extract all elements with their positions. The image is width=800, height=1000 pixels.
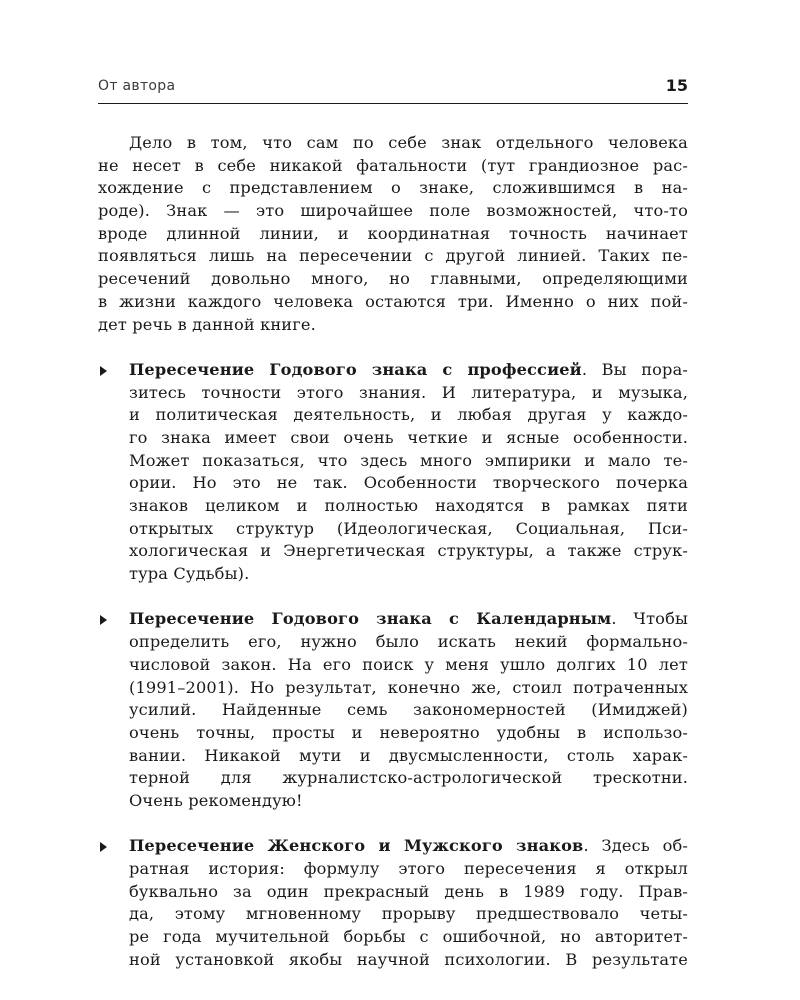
text-line: открытых структур (Идеологическая, Социальная, Пси-	[129, 518, 688, 538]
running-title: От автора	[98, 78, 176, 94]
running-head	[98, 76, 688, 100]
bullet-text: . Здесь об-	[583, 836, 688, 856]
paragraph-gap	[98, 336, 688, 359]
text-line	[129, 359, 688, 382]
text-line: ной установкой якобы научной психологии. В результате	[129, 949, 688, 969]
text-line: роде). Знак — это широчайшее поле возможностей, что-то	[98, 201, 688, 221]
bullet-text: . Вы пора-	[581, 359, 688, 379]
bullet-triangle-icon	[100, 366, 107, 376]
text-line: вании. Никакой мути и двусмысленности, столь харак-	[129, 745, 688, 765]
text-line: хологическая и Энергетическая структуры, а также струк-	[129, 541, 688, 561]
text-line: зитесь точности этого знания. И литература, и музыка,	[129, 382, 688, 402]
body-text	[98, 132, 688, 971]
text-line: не несет в себе никакой фатальности (тут грандиозное рас-	[98, 155, 688, 175]
text-line: буквально за один прекрасный день в 1989 году. Прав-	[129, 881, 688, 901]
text-line: Может показаться, что здесь много эмпирики и мало те-	[129, 450, 688, 470]
bullet-heading: Пересечение Годового знака с Календарным	[129, 609, 612, 629]
text-line	[129, 835, 688, 858]
text-line: знаков целиком и полностью находятся в рамках пяти	[129, 496, 688, 515]
text-line: ратная история: формулу этого пересечения я открыл	[129, 859, 688, 878]
text-line: (1991–2001). Но результат, конечно же, стоил потраченных	[129, 677, 688, 697]
bullet-item-female-male	[98, 835, 688, 971]
text-line: хождение с представлением о знаке, сложившимся в на-	[98, 178, 688, 198]
bullet-item-profession	[98, 359, 688, 586]
text-line: в жизни каждого человека остаются три. Именно о них пой-	[98, 291, 688, 311]
bullet-triangle-icon	[100, 842, 107, 852]
text-line: Очень рекомендую!	[129, 790, 303, 810]
text-line: очень точны, просты и невероятно удобны в использо-	[129, 722, 688, 742]
bullet-heading: Пересечение Женского и Мужского знаков	[129, 836, 584, 856]
text-line: числовой закон. На его поиск у меня ушло долгих 10 лет	[129, 654, 688, 674]
text-line: вроде длинной линии, и координатная точность начинает	[98, 223, 688, 243]
text-line: ории. Но это не так. Особенности творческого почерка	[129, 473, 688, 493]
page-number: 15	[665, 76, 688, 95]
text-line: определить его, нужно было искать некий формально-	[129, 632, 688, 652]
intro-paragraph	[98, 132, 688, 336]
paragraph-gap	[98, 813, 688, 836]
text-line	[129, 608, 688, 631]
bullet-text: . Чтобы	[611, 609, 689, 629]
text-line: ресечений довольно много, но главными, определяющими	[98, 269, 688, 289]
text-line: Дело в том, что сам по себе знак отдельного человека	[129, 133, 688, 152]
text-line: го знака имеет свои очень четкие и ясные особенности.	[129, 427, 688, 447]
text-line: появляться лишь на пересечении с другой линией. Таких пе-	[98, 246, 688, 266]
text-line: ре года мучительной борьбы с ошибочной, но авторитет-	[129, 927, 688, 947]
bullet-triangle-icon	[100, 615, 107, 625]
header-rule	[98, 103, 688, 104]
bullet-heading: Пересечение Годового знака с профессией	[129, 359, 582, 379]
bullet-item-calendar	[98, 608, 688, 812]
text-line: тура Судьбы).	[129, 564, 250, 584]
text-line: терной для журналистско-астрологической трескотни.	[129, 768, 688, 788]
text-line: да, этому мгновенному прорыву предшествовало четы-	[129, 904, 688, 924]
text-line: и политическая деятельность, и любая другая у каждо-	[129, 405, 688, 425]
text-line: усилий. Найденные семь закономерностей (Имиджей)	[129, 700, 688, 720]
paragraph-gap	[98, 586, 688, 609]
text-line: дет речь в данной книге.	[98, 314, 316, 334]
